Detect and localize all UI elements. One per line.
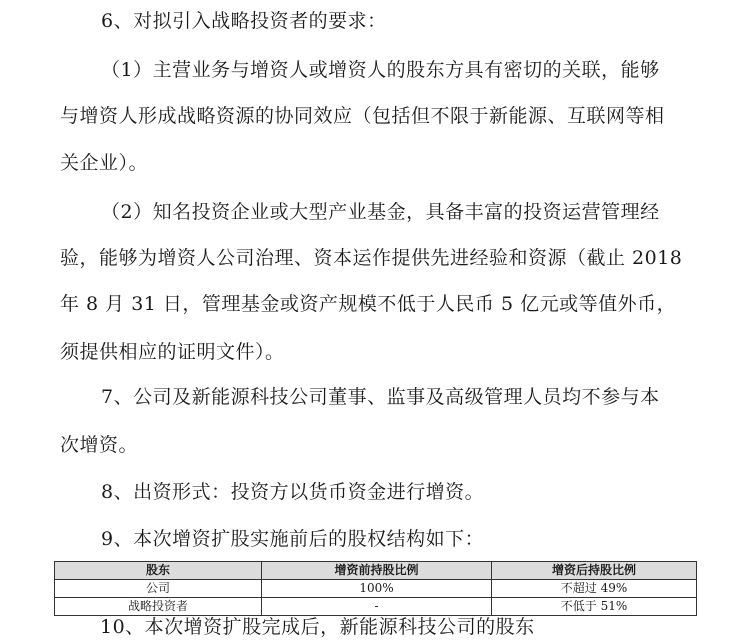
cutoff-text: 10、本次增资扩股完成后，新能源科技公司的股东 bbox=[100, 616, 535, 638]
cell-before-ratio: 100% bbox=[262, 580, 492, 598]
table-row bbox=[55, 580, 697, 598]
header-shareholder: 股东 bbox=[55, 562, 262, 580]
cell-after-ratio: 不低于 51% bbox=[492, 598, 697, 616]
item-6-2-line-3: 年 8 月 31 日，管理基金或资产规模不低于人民币 5 亿元或等值外币， bbox=[60, 293, 677, 315]
item-8: 8、出资形式：投资方以货币资金进行增资。 bbox=[101, 481, 485, 503]
item-6-2-line-2: 验，能够为增资人公司治理、资本运作提供先进经验和资源（截止 2018 bbox=[60, 247, 683, 269]
cell-shareholder: 战略投资者 bbox=[55, 598, 262, 616]
item-7-line-1: 7、公司及新能源科技公司董事、监事及高级管理人员均不参与本 bbox=[101, 386, 660, 408]
item-9: 9、本次增资扩股实施前后的股权结构如下： bbox=[101, 528, 485, 550]
cell-shareholder: 公司 bbox=[55, 580, 262, 598]
cell-before-ratio: - bbox=[262, 598, 492, 616]
header-before-ratio: 增资前持股比例 bbox=[262, 562, 492, 580]
item-6-heading: 6、对拟引入战略投资者的要求： bbox=[101, 10, 387, 32]
item-7-line-2: 次增资。 bbox=[60, 434, 139, 456]
header-after-ratio: 增资后持股比例 bbox=[492, 562, 697, 580]
item-6-2-line-1: （2）知名投资企业或大型产业基金，具备丰富的投资运营管理经 bbox=[101, 201, 660, 223]
table-row bbox=[55, 598, 697, 616]
equity-structure-table bbox=[54, 561, 697, 616]
item-6-1-line-3: 关企业）。 bbox=[60, 152, 149, 174]
item-6-1-line-2: 与增资人形成战略资源的协同效应（包括但不限于新能源、互联网等相 bbox=[60, 105, 665, 127]
cutoff-next-line bbox=[100, 616, 535, 638]
item-6-1-line-1: （1）主营业务与增资人或增资人的股东方具有密切的关联，能够 bbox=[101, 59, 660, 81]
table-header-row bbox=[55, 562, 697, 580]
item-6-2-line-4: 须提供相应的证明文件）。 bbox=[60, 341, 285, 363]
cell-after-ratio: 不超过 49% bbox=[492, 580, 697, 598]
